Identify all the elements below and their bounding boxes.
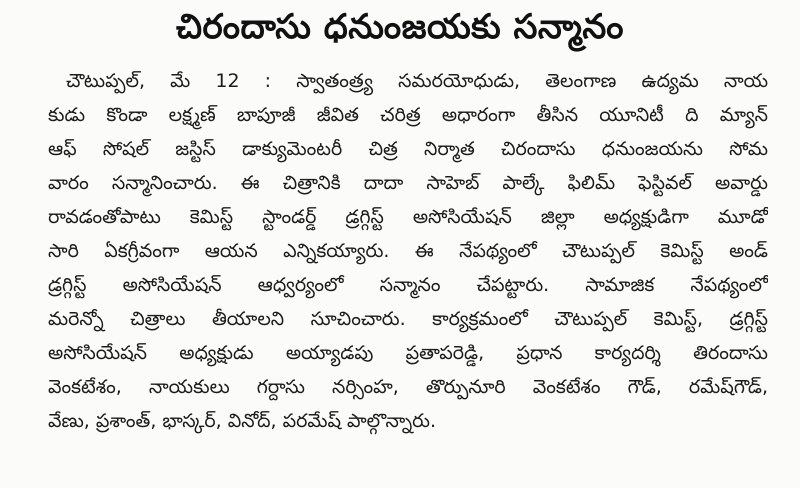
article-line: ఆఫ్ సోషల్ జస్టిస్ డాక్యుమెంటరీ చిత్ర నిర్మాత చిరందాసు ధనుంజయను సోమ [48,138,768,160]
article-line: వేణు, ప్రశాంత్, భాస్కర్, వినోద్, పరమేష్ పాల్గొన్నారు. [48,410,437,432]
article-line: మరెన్నో చిత్రాలు తీయాలని సూచించారు. కార్యక్రమంలో చౌటుప్పల్ కెమిస్ట్, డ్రగ్గిస్ట్ [48,308,768,330]
article-line: వారం సన్మానించారు. ఈ చిత్రానికి దాదా సాహెబ్ పాల్కే ఫిలిమ్ ఫెస్టివల్ అవార్డు [48,172,768,194]
article-line: డ్రగ్గిస్ట్ అసోసియేషన్ ఆధ్వర్యంలో సన్మానం చేపట్టారు. సామాజిక నేపథ్యంలో [48,274,768,296]
article-body [48,64,768,438]
article-line: సారి ఏకగ్రీవంగా ఆయన ఎన్నికయ్యారు. ఈ నేపథ్యంలో చౌటుప్పల్ కెమిస్ట్ అండ్ [48,240,768,262]
article-line: వెంకటేశం, నాయకులు గర్దాసు నర్సింహ, తొర్పునూరి వెంకటేశం గౌడ్, రమేష్‌గౌడ్, [48,376,768,398]
article-headline: చిరందాసు ధనుంజయకు సన్మానం [176,7,624,47]
article-line: అసోసియేషన్ అధ్యక్షుడు అయ్యాడపు ప్రతాపరెడ్డి, ప్రధాన కార్యదర్శి తిరందాసు [48,342,768,364]
article-line: చౌటుప్పల్, మే 12 : స్వాతంత్ర్య సమరయోధుడు, తెలంగాణ ఉద్యమ నాయ [66,70,768,92]
article-line: కుడు కొండా లక్ష్మణ్ బాపూజీ జీవిత చరిత్ర అధారంగా తీసిన యూనిటీ ది మ్యాన్ [48,104,768,126]
article-line: రావడంతోపాటు కెమిస్ట్ స్టాండర్డ్ డ్రగ్గిస్ట్ అసోసియేషన్ జిల్లా అధ్యక్షుడిగా మూడో [48,206,768,228]
